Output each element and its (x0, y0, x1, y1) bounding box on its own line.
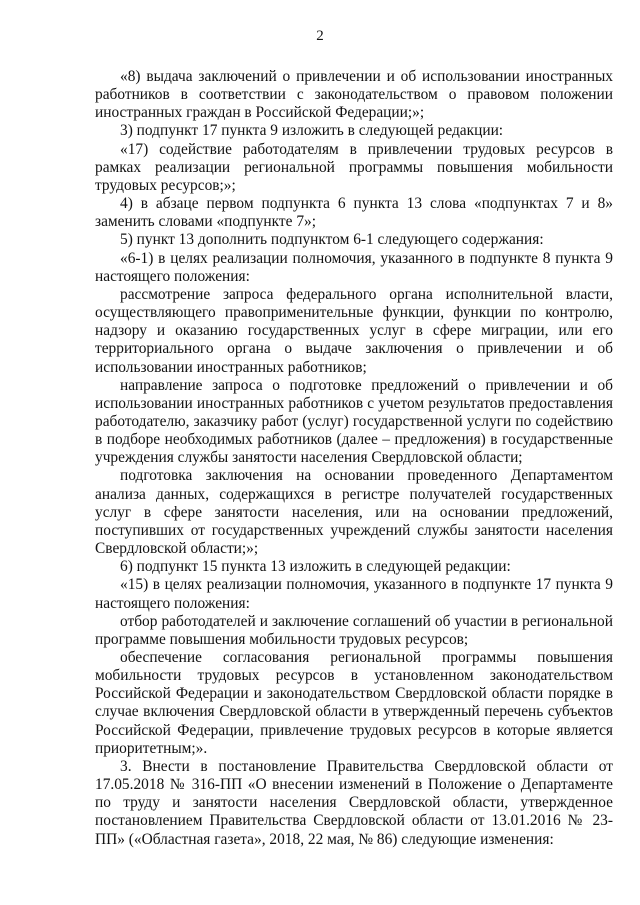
paragraph-point-6: 6) подпункт 15 пункта 13 изложить в следующей редакции: (120, 558, 511, 576)
document-body (95, 68, 613, 849)
paragraph-review-request: рассмотрение запроса федерального органа исполнительной власти, осуществляющего правоприменительные функции, функции по контролю, надзору и оказанию государственных услуг в сфере миграции, или его территориального органа о выдаче заключения о привлечении и об использовании иностранных работников; (95, 285, 613, 376)
paragraph-send-request: направление запроса о подготовке предложений о привлечении и об использовании иностранных работников с учетом результатов предоставления работодателю, заказчику работ (услуг) государственной услуги по содействию в подборе необходимых работников (далее – предложения) в государственные учреждения службы занятости населения Свердловской области; (95, 376, 613, 467)
paragraph-item-17: «17) содействие работодателям в привлечении трудовых ресурсов в рамках реализации региональной программы повышения мобильности трудовых ресурсов;»; (95, 140, 613, 194)
paragraph-section-3: 3. Внести в постановление Правительства Свердловской области от 17.05.2018 № 316-ПП «О внесении изменений в Положение о Департаменте по труду и занятости населения Свердловской области, утвержденное постановлением Правительства Свердловской области от 13.01.2016 № 23-ПП» («Областная газета», 2018, 22 мая, № 86) следующие изменения: (95, 757, 613, 848)
paragraph-item-8: «8) выдача заключений о привлечении и об использовании иностранных работников в соответствии с законодательством о правовом положении иностранных граждан в Российской Федерации;»; (95, 68, 613, 122)
paragraph-point-4: 4) в абзаце первом подпункта 6 пункта 13 слова «подпунктах 7 и 8» заменить словами «подпункте 7»; (95, 195, 613, 231)
page-number: 2 (316, 28, 324, 44)
paragraph-employer-selection: отбор работодателей и заключение соглашений об участии в региональной программе повышения мобильности трудовых ресурсов; (95, 612, 613, 648)
paragraph-prepare-conclusion: подготовка заключения на основании проведенного Департаментом анализа данных, содержащихся в регистре получателей государственных услуг в сфере занятости населения, или на основании предложений, поступивших от государственных учреждений службы занятости населения Свердловской области;»; (95, 467, 613, 558)
paragraph-item-6-1: «6-1) в целях реализации полномочия, указанного в подпункте 8 пункта 9 настоящего положения: (95, 249, 613, 285)
paragraph-program-approval: обеспечение согласования региональной программы повышения мобильности трудовых ресурсов в установленном законодательством Российской Федерации и законодательством Свердловской области порядке в случае включения Свердловской области в утвержденный перечень субъектов Российской Федерации, привлечение трудовых ресурсов в которые является приоритетным;». (95, 649, 613, 757)
paragraph-point-3: 3) подпункт 17 пункта 9 изложить в следующей редакции: (120, 122, 504, 140)
paragraph-item-15: «15) в целях реализации полномочия, указанного в подпункте 17 пункта 9 настоящего положения: (95, 576, 613, 612)
paragraph-point-5: 5) пункт 13 дополнить подпунктом 6-1 следующего содержания: (120, 231, 544, 249)
